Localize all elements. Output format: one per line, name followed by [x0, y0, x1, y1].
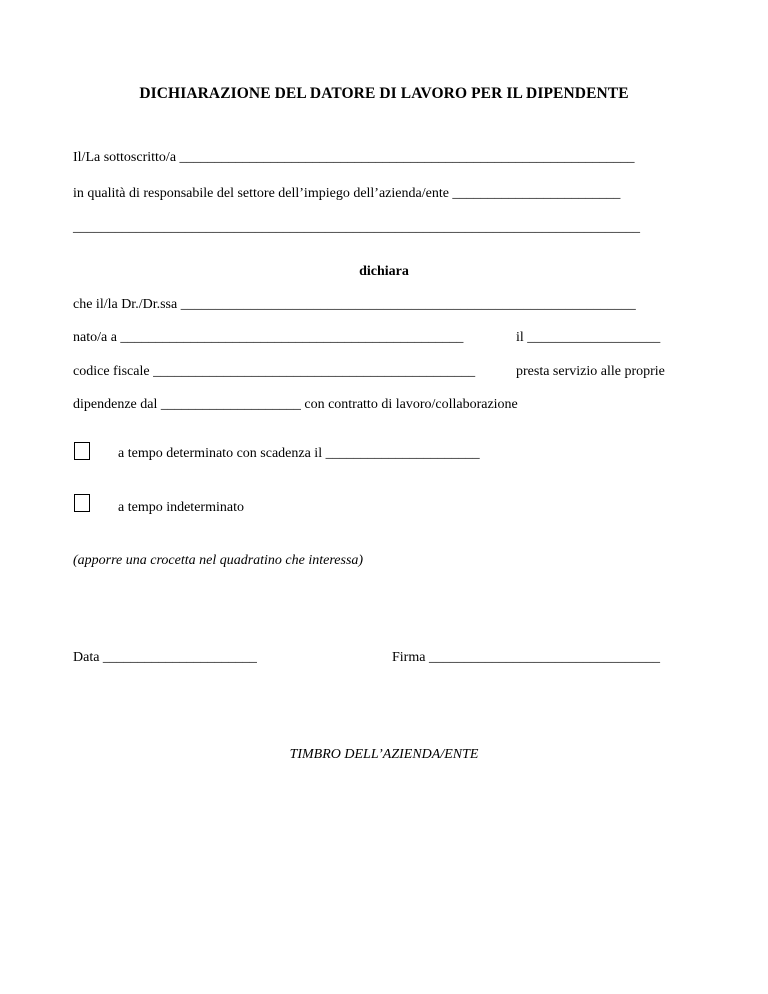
qualita-line: in qualità di responsabile del settore dell’impiego dell’azienda/ente ________________________ — [73, 186, 621, 201]
timbro-label: TIMBRO DELL’AZIENDA/ENTE — [289, 747, 479, 762]
checkbox-indeterminato[interactable] — [74, 494, 90, 512]
firma-line: Firma _________________________________ — [392, 650, 660, 665]
nato-il-line: il ___________________ — [516, 330, 661, 345]
checkbox-determinato[interactable] — [74, 442, 90, 460]
instruction-note: (apporre una crocetta nel quadratino che interessa) — [73, 553, 364, 568]
dipendenze-line: dipendenze dal ____________________ con contratto di lavoro/collaborazione — [73, 397, 518, 412]
blank-line: _________________________________________________________________________________ — [73, 220, 640, 235]
option-indeterminato-label: a tempo indeterminato — [118, 500, 244, 515]
document-title: DICHIARAZIONE DEL DATORE DI LAVORO PER IL DIPENDENTE — [139, 85, 629, 102]
sottoscritto-line: Il/La sottoscritto/a _________________________________________________________________ — [73, 150, 635, 165]
codice-fiscale-line: codice fiscale ______________________________________________ — [73, 364, 476, 379]
option-determinato-label: a tempo determinato con scadenza il ______________________ — [118, 446, 480, 461]
nato-a-line: nato/a a _________________________________________________ — [73, 330, 464, 345]
presta-servizio-text: presta servizio alle proprie — [516, 364, 665, 379]
dichiara-heading: dichiara — [359, 264, 409, 279]
dottore-line: che il/la Dr./Dr.ssa _________________________________________________________________ — [73, 297, 636, 312]
data-line: Data ______________________ — [73, 650, 257, 665]
